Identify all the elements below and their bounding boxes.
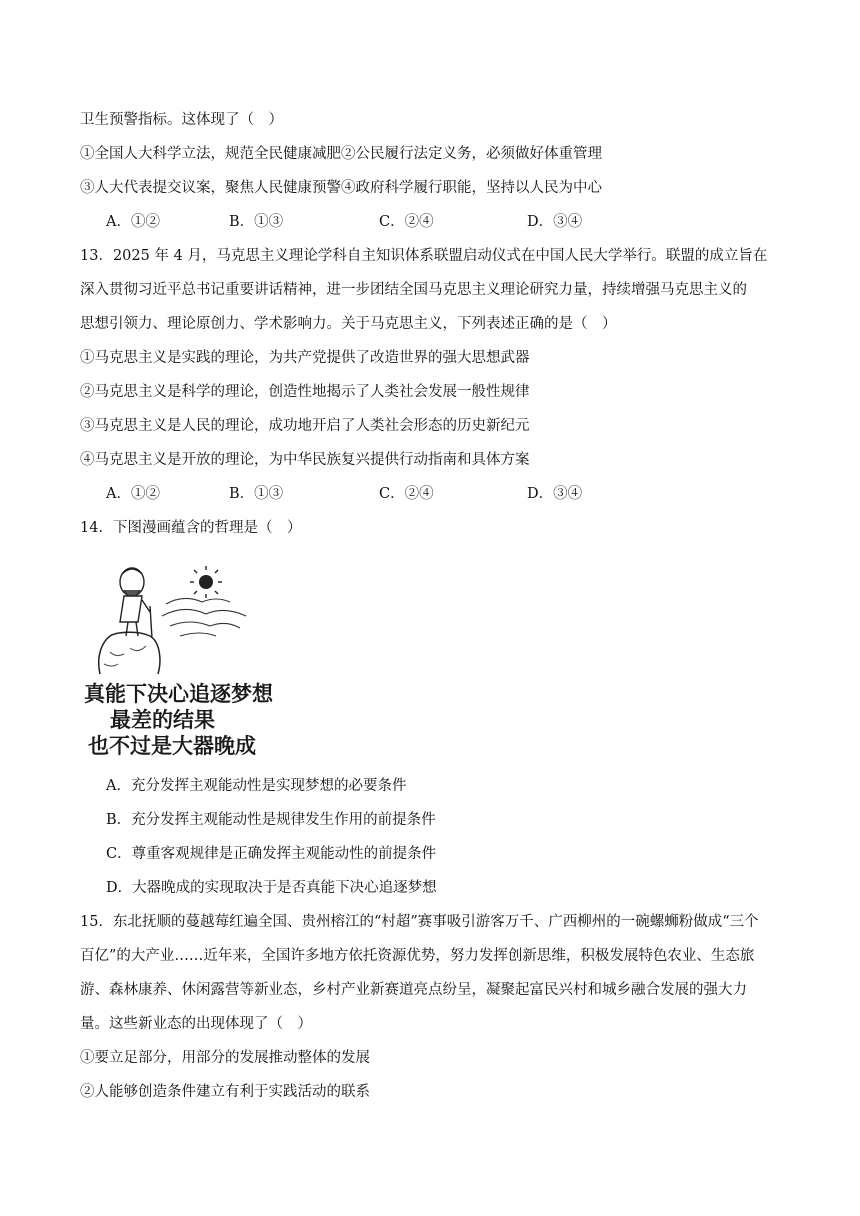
comic-caption-line-2: 最差的结果 (110, 708, 215, 732)
q13-statement-3: ③马克思主义是人民的理论，成功地开启了人类社会形态的历史新纪元 (80, 418, 530, 434)
q15-stem-line-2: 百亿”的大产业……近年来，全国许多地方依托资源优势，努力发挥创新思维，积极发展特色农业、生态旅 (80, 948, 755, 964)
q13-statement-4: ④马克思主义是开放的理论，为中华民族复兴提供行动指南和具体方案 (80, 452, 530, 468)
q14-stem: 14．下图漫画蕴含的哲理是（ ） (80, 520, 302, 536)
q12-option-a: A．①② (106, 214, 160, 230)
q12-option-d: D．③④ (527, 214, 583, 230)
q12-statement-line-2: ③人大代表提交议案，聚焦人民健康预警④政府科学履行职能，坚持以人民为中心 (80, 180, 602, 196)
q12-statement-line-1: ①全国人大科学立法，规范全民健康减肥②公民履行法定义务，必须做好体重管理 (80, 146, 602, 162)
q13-option-c: C．②④ (379, 486, 434, 502)
comic-illustration (80, 556, 273, 762)
q12-option-b: B．①③ (229, 214, 284, 230)
q15-stem-line-4: 量。这些新业态的出现体现了（ ） (80, 1016, 312, 1032)
q15-stem-line-1: 15．东北抚顺的蔓越莓红遍全国、贵州榕江的“村超”赛事吸引游客万千、广西柳州的一碗螺蛳粉做成“三个 (80, 914, 759, 930)
q15-statement-2: ②人能够创造条件建立有利于实践活动的联系 (80, 1084, 370, 1100)
q13-stem-line-3: 思想引领力、理论原创力、学术影响力。关于马克思主义，下列表述正确的是（ ） (80, 316, 617, 332)
cliff-texture (104, 646, 146, 666)
old-man-figure (120, 568, 152, 638)
comic-caption-line-3: 也不过是大器晚成 (88, 734, 256, 758)
cliff (99, 632, 160, 674)
q13-stem-line-2: 深入贯彻习近平总书记重要讲话精神，进一步团结全国马克思主义理论研究力量，持续增强马克思主义的 (80, 282, 747, 298)
q12-option-c: C．②④ (379, 214, 434, 230)
comic-drawing (80, 556, 258, 676)
q15-stem-line-3: 游、森林康养、休闲露营等新业态，乡村产业新赛道亮点纷呈，凝聚起富民兴村和城乡融合发展的强大力 (80, 982, 747, 998)
q13-option-d: D．③④ (527, 486, 583, 502)
q14-choice-c: C．尊重客观规律是正确发挥主观能动性的前提条件 (106, 846, 437, 862)
q14-choice-b: B．充分发挥主观能动性是规律发生作用的前提条件 (106, 812, 436, 828)
q14-choice-d: D．大器晚成的实现取决于是否真能下决心追逐梦想 (106, 880, 437, 896)
q13-option-b: B．①③ (229, 486, 284, 502)
q13-statement-1: ①马克思主义是实践的理论，为共产党提供了改造世界的强大思想武器 (80, 350, 530, 366)
sun-icon (199, 575, 213, 589)
q14-choice-a: A．充分发挥主观能动性是实现梦想的必要条件 (106, 778, 407, 794)
q13-stem-line-1: 13．2025 年 4 月，马克思主义理论学科自主知识体系联盟启动仪式在中国人民大学举行。联盟的成立旨在 (80, 248, 768, 264)
hills (162, 598, 246, 636)
q12-stem-tail: 卫生预警指标。这体现了（ ） (80, 112, 283, 128)
q13-option-a: A．①② (106, 486, 160, 502)
comic-caption-line-1: 真能下决心追逐梦想 (84, 682, 273, 706)
q13-statement-2: ②马克思主义是科学的理论，创造性地揭示了人类社会发展一般性规律 (80, 384, 530, 400)
q15-statement-1: ①要立足部分，用部分的发展推动整体的发展 (80, 1050, 370, 1066)
